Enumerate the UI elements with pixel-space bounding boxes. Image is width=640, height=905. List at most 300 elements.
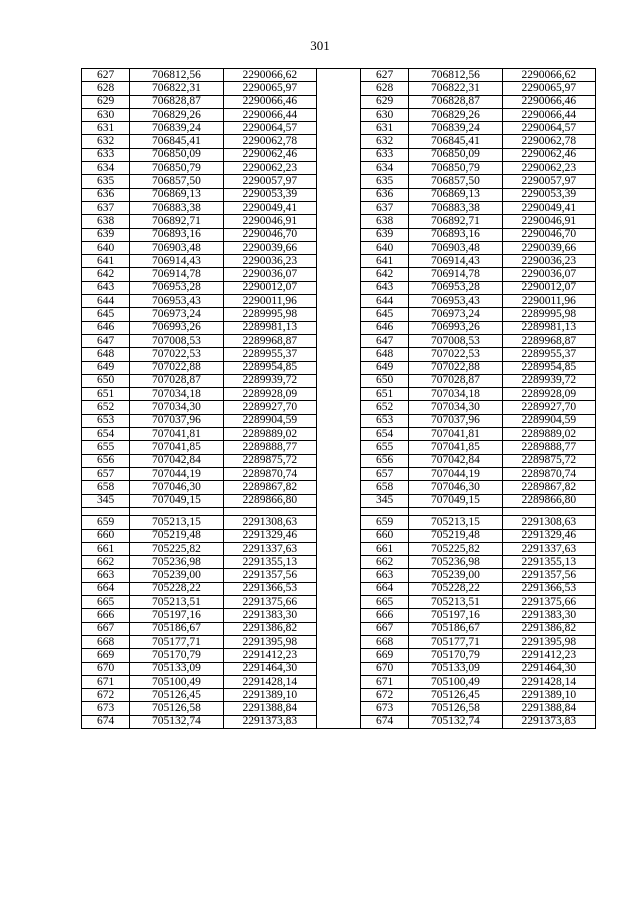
table-row [82, 494, 596, 507]
column-gap [316, 148, 360, 161]
right-point-number-cell: 673 [361, 702, 409, 715]
left-x-coordinate-cell: 706973,24 [130, 308, 223, 321]
left-point-number-cell: 665 [82, 596, 130, 609]
right-y-coordinate-cell: 2291389,10 [502, 689, 595, 702]
left-point-number-cell: 649 [82, 361, 130, 374]
right-y-coordinate-cell: 2290065,97 [502, 82, 595, 95]
right-y-coordinate-cell: 2289928,09 [502, 388, 595, 401]
left-y-coordinate-cell: 2290062,46 [223, 148, 316, 161]
column-gap [316, 609, 360, 622]
right-point-number-cell: 654 [361, 428, 409, 441]
right-point-number-cell: 658 [361, 481, 409, 494]
column-gap [316, 715, 360, 728]
right-point-number-cell: 643 [361, 281, 409, 294]
table-row [82, 175, 596, 188]
table-row [82, 715, 596, 728]
table-row [82, 122, 596, 135]
left-point-number-cell: 637 [82, 201, 130, 214]
left-point-number-cell: 655 [82, 441, 130, 454]
column-gap [316, 215, 360, 228]
left-x-coordinate-cell: 707022,53 [130, 348, 223, 361]
right-point-number-cell: 640 [361, 241, 409, 254]
right-point-number-cell: 629 [361, 95, 409, 108]
right-y-coordinate-cell: 2290053,39 [502, 188, 595, 201]
column-gap [316, 82, 360, 95]
right-x-coordinate-cell: 707028,87 [409, 374, 502, 387]
left-point-number-cell: 642 [82, 268, 130, 281]
column-gap [316, 281, 360, 294]
right-point-number-cell: 669 [361, 649, 409, 662]
table-row [82, 348, 596, 361]
left-y-coordinate-cell: 2291375,66 [223, 596, 316, 609]
left-x-coordinate-cell: 707042,84 [130, 454, 223, 467]
column-gap [316, 374, 360, 387]
left-point-number-cell: 668 [82, 635, 130, 648]
right-y-coordinate-cell: 2291395,98 [502, 635, 595, 648]
right-y-coordinate-cell: 2289875,72 [502, 454, 595, 467]
left-point-number-cell: 636 [82, 188, 130, 201]
right-y-coordinate-cell: 2289968,87 [502, 334, 595, 347]
left-x-coordinate-cell: 705177,71 [130, 635, 223, 648]
column-gap [316, 228, 360, 241]
left-y-coordinate-cell: 2289888,77 [223, 441, 316, 454]
right-y-coordinate-cell: 2290049,41 [502, 201, 595, 214]
right-x-coordinate-cell: 707037,96 [409, 414, 502, 427]
table-row [82, 414, 596, 427]
right-y-coordinate-cell: 2291308,63 [502, 516, 595, 529]
right-x-coordinate-cell: 707041,85 [409, 441, 502, 454]
right-x-coordinate-cell: 705225,82 [409, 542, 502, 555]
left-point-number-cell: 645 [82, 308, 130, 321]
column-gap [316, 201, 360, 214]
left-point-number-cell: 638 [82, 215, 130, 228]
left-point-number-cell: 646 [82, 321, 130, 334]
right-point-number-cell: 642 [361, 268, 409, 281]
right-point-number-cell: 655 [361, 441, 409, 454]
right-y-coordinate-cell: 2289995,98 [502, 308, 595, 321]
left-point-number-cell: 648 [82, 348, 130, 361]
right-point-number-cell: 668 [361, 635, 409, 648]
table-row [82, 215, 596, 228]
left-x-coordinate-cell: 706903,48 [130, 241, 223, 254]
left-point-number-cell: 669 [82, 649, 130, 662]
left-x-coordinate-cell: 706829,26 [130, 108, 223, 121]
table-row [82, 308, 596, 321]
left-y-coordinate-cell: 2290066,44 [223, 108, 316, 121]
right-x-coordinate-cell: 707044,19 [409, 467, 502, 480]
left-point-number-cell: 643 [82, 281, 130, 294]
left-x-coordinate-cell: 705213,51 [130, 596, 223, 609]
left-x-coordinate-cell: 705225,82 [130, 542, 223, 555]
right-point-number-cell: 650 [361, 374, 409, 387]
table-row [82, 374, 596, 387]
right-y-coordinate-cell: 2291383,30 [502, 609, 595, 622]
table-row [82, 228, 596, 241]
left-point-number-cell: 652 [82, 401, 130, 414]
table-row [82, 268, 596, 281]
right-y-coordinate-cell: 2289870,74 [502, 467, 595, 480]
right-point-number-cell: 628 [361, 82, 409, 95]
right-y-coordinate-cell: 2291428,14 [502, 675, 595, 688]
right-y-coordinate-cell: 2289939,72 [502, 374, 595, 387]
right-x-coordinate-cell: 706892,71 [409, 215, 502, 228]
table-row [82, 135, 596, 148]
table-row [82, 542, 596, 555]
left-y-coordinate-cell: 2289995,98 [223, 308, 316, 321]
left-y-coordinate-cell: 2290062,78 [223, 135, 316, 148]
column-gap [316, 569, 360, 582]
right-y-coordinate-cell: 2289927,70 [502, 401, 595, 414]
right-x-coordinate-cell: 707042,84 [409, 454, 502, 467]
left-x-coordinate-cell: 707049,15 [130, 494, 223, 507]
table-row [82, 295, 596, 308]
right-y-coordinate-cell: 2289888,77 [502, 441, 595, 454]
right-x-coordinate-cell: 706973,24 [409, 308, 502, 321]
left-y-coordinate-cell: 2290065,97 [223, 82, 316, 95]
right-y-coordinate-cell: 2289955,37 [502, 348, 595, 361]
left-x-coordinate-cell: 707041,85 [130, 441, 223, 454]
right-y-coordinate-cell: 2291366,53 [502, 582, 595, 595]
left-y-coordinate-cell: 2291412,23 [223, 649, 316, 662]
column-gap [316, 241, 360, 254]
right-x-coordinate-cell: 705197,16 [409, 609, 502, 622]
left-y-coordinate-cell: 2291386,82 [223, 622, 316, 635]
left-point-number-cell: 633 [82, 148, 130, 161]
right-point-number-cell: 657 [361, 467, 409, 480]
left-x-coordinate-cell: 706850,09 [130, 148, 223, 161]
right-x-coordinate-cell: 706822,31 [409, 82, 502, 95]
left-point-number-cell: 639 [82, 228, 130, 241]
column-gap [316, 348, 360, 361]
table-row [82, 388, 596, 401]
table-row [82, 69, 596, 82]
right-x-coordinate-cell: 707046,30 [409, 481, 502, 494]
right-point-number-cell: 670 [361, 662, 409, 675]
left-x-coordinate-cell: 705100,49 [130, 675, 223, 688]
table-row [82, 281, 596, 294]
table-row [82, 148, 596, 161]
left-y-coordinate-cell: 2290012,07 [223, 281, 316, 294]
right-point-number-cell: 645 [361, 308, 409, 321]
left-x-coordinate-cell: 706869,13 [130, 188, 223, 201]
right-y-coordinate-cell: 2291464,30 [502, 662, 595, 675]
table-row [82, 454, 596, 467]
right-point-number-cell: 639 [361, 228, 409, 241]
right-x-coordinate-cell: 706993,26 [409, 321, 502, 334]
column-gap [316, 414, 360, 427]
left-point-number-cell: 670 [82, 662, 130, 675]
left-point-number-cell: 631 [82, 122, 130, 135]
left-x-coordinate-cell: 706893,16 [130, 228, 223, 241]
right-x-coordinate-cell: 706812,56 [409, 69, 502, 82]
left-y-coordinate-cell: 2291464,30 [223, 662, 316, 675]
right-point-number-cell: 635 [361, 175, 409, 188]
column-gap [316, 481, 360, 494]
table-row [82, 689, 596, 702]
left-point-number-cell: 641 [82, 255, 130, 268]
right-point-number-cell: 627 [361, 69, 409, 82]
right-point-number-cell: 651 [361, 388, 409, 401]
left-y-coordinate-cell: 2291383,30 [223, 609, 316, 622]
table-row [82, 596, 596, 609]
right-y-coordinate-cell: 2290066,44 [502, 108, 595, 121]
column-gap [316, 516, 360, 529]
left-y-coordinate-cell: 2290049,41 [223, 201, 316, 214]
right-y-coordinate-cell: 2289981,13 [502, 321, 595, 334]
right-x-coordinate-cell: 705213,15 [409, 516, 502, 529]
column-gap [316, 175, 360, 188]
column-gap [316, 582, 360, 595]
column-gap [316, 635, 360, 648]
left-x-coordinate-cell: 705126,45 [130, 689, 223, 702]
right-y-coordinate-cell: 2290039,66 [502, 241, 595, 254]
right-point-number-cell: 644 [361, 295, 409, 308]
right-point-number-cell: 653 [361, 414, 409, 427]
left-x-coordinate-cell: 707034,18 [130, 388, 223, 401]
right-y-coordinate-cell: 2290036,23 [502, 255, 595, 268]
right-x-coordinate-cell: 707022,53 [409, 348, 502, 361]
right-x-coordinate-cell: 706914,78 [409, 268, 502, 281]
column-gap [316, 494, 360, 507]
column-gap [316, 622, 360, 635]
table-row [82, 609, 596, 622]
left-point-number-cell: 628 [82, 82, 130, 95]
column-gap [316, 596, 360, 609]
right-x-coordinate-cell: 705177,71 [409, 635, 502, 648]
left-x-coordinate-cell: 706953,43 [130, 295, 223, 308]
right-y-coordinate-cell: 2291357,56 [502, 569, 595, 582]
right-point-number-cell: 666 [361, 609, 409, 622]
right-point-number-cell: 663 [361, 569, 409, 582]
right-x-coordinate-cell: 705239,00 [409, 569, 502, 582]
column-gap [316, 556, 360, 569]
right-y-coordinate-cell: 2290046,91 [502, 215, 595, 228]
left-y-coordinate-cell: 2290064,57 [223, 122, 316, 135]
column-gap [316, 308, 360, 321]
right-x-coordinate-cell: 705219,48 [409, 529, 502, 542]
left-point-number-cell: 671 [82, 675, 130, 688]
left-y-coordinate-cell: 2290066,62 [223, 69, 316, 82]
left-point-number-cell: 653 [82, 414, 130, 427]
left-y-coordinate-cell: 2290053,39 [223, 188, 316, 201]
left-x-coordinate-cell: 705236,98 [130, 556, 223, 569]
column-gap [316, 467, 360, 480]
column-gap [316, 122, 360, 135]
right-x-coordinate-cell: 705126,58 [409, 702, 502, 715]
right-point-number-cell: 662 [361, 556, 409, 569]
right-point-number-cell: 634 [361, 162, 409, 175]
right-point-number-cell: 667 [361, 622, 409, 635]
table-row [82, 649, 596, 662]
table-row [82, 361, 596, 374]
left-point-number-cell: 632 [82, 135, 130, 148]
right-point-number-cell: 636 [361, 188, 409, 201]
left-y-coordinate-cell: 2290046,70 [223, 228, 316, 241]
right-x-coordinate-cell: 705132,74 [409, 715, 502, 728]
left-y-coordinate-cell: 2291329,46 [223, 529, 316, 542]
right-point-number-cell: 664 [361, 582, 409, 595]
right-x-coordinate-cell: 706857,50 [409, 175, 502, 188]
left-y-coordinate-cell: 2290011,96 [223, 295, 316, 308]
left-y-coordinate-cell: 2289927,70 [223, 401, 316, 414]
right-point-number-cell: 630 [361, 108, 409, 121]
left-y-coordinate-cell: 2289870,74 [223, 467, 316, 480]
right-x-coordinate-cell: 705100,49 [409, 675, 502, 688]
table-row [82, 441, 596, 454]
table-row [82, 635, 596, 648]
right-x-coordinate-cell: 706829,26 [409, 108, 502, 121]
left-point-number-cell: 345 [82, 494, 130, 507]
left-y-coordinate-cell: 2291366,53 [223, 582, 316, 595]
left-point-number-cell: 654 [82, 428, 130, 441]
left-x-coordinate-cell: 707028,87 [130, 374, 223, 387]
left-x-coordinate-cell: 706993,26 [130, 321, 223, 334]
left-x-coordinate-cell: 706914,78 [130, 268, 223, 281]
right-point-number-cell: 637 [361, 201, 409, 214]
left-y-coordinate-cell: 2289889,02 [223, 428, 316, 441]
left-point-number-cell: 672 [82, 689, 130, 702]
column-gap [316, 388, 360, 401]
right-x-coordinate-cell: 706914,43 [409, 255, 502, 268]
right-x-coordinate-cell: 706953,28 [409, 281, 502, 294]
right-point-number-cell: 638 [361, 215, 409, 228]
table-row [82, 95, 596, 108]
left-point-number-cell: 630 [82, 108, 130, 121]
left-y-coordinate-cell: 2291337,63 [223, 542, 316, 555]
right-y-coordinate-cell: 2290062,78 [502, 135, 595, 148]
left-x-coordinate-cell: 706850,79 [130, 162, 223, 175]
column-gap [316, 401, 360, 414]
right-y-coordinate-cell: 2291373,83 [502, 715, 595, 728]
right-point-number-cell: 631 [361, 122, 409, 135]
right-y-coordinate-cell: 2290046,70 [502, 228, 595, 241]
right-x-coordinate-cell: 705213,51 [409, 596, 502, 609]
column-gap [316, 529, 360, 542]
right-x-coordinate-cell: 706839,24 [409, 122, 502, 135]
table-row [82, 321, 596, 334]
column-gap [316, 441, 360, 454]
column-gap [316, 675, 360, 688]
table-row [82, 108, 596, 121]
right-y-coordinate-cell: 2290066,46 [502, 95, 595, 108]
left-y-coordinate-cell: 2289904,59 [223, 414, 316, 427]
left-point-number-cell: 663 [82, 569, 130, 582]
left-y-coordinate-cell: 2290046,91 [223, 215, 316, 228]
column-gap [316, 255, 360, 268]
column-gap [316, 361, 360, 374]
column-gap [316, 69, 360, 82]
left-point-number-cell: 662 [82, 556, 130, 569]
right-point-number-cell: 652 [361, 401, 409, 414]
right-y-coordinate-cell: 2290011,96 [502, 295, 595, 308]
right-point-number-cell: 674 [361, 715, 409, 728]
column-gap [316, 662, 360, 675]
column-gap [316, 507, 360, 516]
right-x-coordinate-cell: 705133,09 [409, 662, 502, 675]
column-gap [316, 108, 360, 121]
column-gap [316, 321, 360, 334]
right-x-coordinate-cell: 707022,88 [409, 361, 502, 374]
left-y-coordinate-cell: 2291428,14 [223, 675, 316, 688]
right-point-number-cell: 656 [361, 454, 409, 467]
left-x-coordinate-cell: 705197,16 [130, 609, 223, 622]
column-gap [316, 334, 360, 347]
left-y-coordinate-cell: 2289955,37 [223, 348, 316, 361]
left-x-coordinate-cell: 707034,30 [130, 401, 223, 414]
left-x-coordinate-cell: 706828,87 [130, 95, 223, 108]
left-y-coordinate-cell: 2291395,98 [223, 635, 316, 648]
left-y-coordinate-cell: 2290039,66 [223, 241, 316, 254]
left-x-coordinate-cell: 707044,19 [130, 467, 223, 480]
left-x-coordinate-cell: 707041,81 [130, 428, 223, 441]
right-x-coordinate-cell: 706845,41 [409, 135, 502, 148]
left-x-coordinate-cell: 705213,15 [130, 516, 223, 529]
left-y-coordinate-cell: 2289981,13 [223, 321, 316, 334]
table-row [82, 569, 596, 582]
right-x-coordinate-cell: 706953,43 [409, 295, 502, 308]
left-y-coordinate-cell: 2289867,82 [223, 481, 316, 494]
column-gap [316, 95, 360, 108]
right-point-number-cell: 671 [361, 675, 409, 688]
table-row [82, 582, 596, 595]
right-y-coordinate-cell: 2289904,59 [502, 414, 595, 427]
left-x-coordinate-cell: 705228,22 [130, 582, 223, 595]
right-y-coordinate-cell: 2291412,23 [502, 649, 595, 662]
right-x-coordinate-cell: 706850,09 [409, 148, 502, 161]
right-x-coordinate-cell: 706828,87 [409, 95, 502, 108]
left-point-number-cell: 635 [82, 175, 130, 188]
column-gap [316, 268, 360, 281]
right-point-number-cell [361, 507, 409, 516]
right-point-number-cell: 646 [361, 321, 409, 334]
right-point-number-cell: 648 [361, 348, 409, 361]
left-y-coordinate-cell [223, 507, 316, 516]
right-y-coordinate-cell: 2291329,46 [502, 529, 595, 542]
right-x-coordinate-cell: 706850,79 [409, 162, 502, 175]
left-point-number-cell: 629 [82, 95, 130, 108]
left-point-number-cell: 659 [82, 516, 130, 529]
left-x-coordinate-cell: 705126,58 [130, 702, 223, 715]
left-y-coordinate-cell: 2291389,10 [223, 689, 316, 702]
left-x-coordinate-cell: 707008,53 [130, 334, 223, 347]
left-point-number-cell: 657 [82, 467, 130, 480]
left-x-coordinate-cell: 707046,30 [130, 481, 223, 494]
table-row [82, 82, 596, 95]
left-x-coordinate-cell: 705219,48 [130, 529, 223, 542]
column-gap [316, 702, 360, 715]
left-x-coordinate-cell: 706839,24 [130, 122, 223, 135]
left-x-coordinate-cell: 706883,38 [130, 201, 223, 214]
column-gap [316, 188, 360, 201]
left-x-coordinate-cell: 706812,56 [130, 69, 223, 82]
table-row [82, 162, 596, 175]
right-y-coordinate-cell: 2290012,07 [502, 281, 595, 294]
left-y-coordinate-cell: 2290036,23 [223, 255, 316, 268]
right-y-coordinate-cell: 2289867,82 [502, 481, 595, 494]
left-point-number-cell: 644 [82, 295, 130, 308]
right-x-coordinate-cell: 705186,67 [409, 622, 502, 635]
right-x-coordinate-cell: 707008,53 [409, 334, 502, 347]
right-x-coordinate-cell: 707049,15 [409, 494, 502, 507]
left-x-coordinate-cell: 706953,28 [130, 281, 223, 294]
left-point-number-cell: 664 [82, 582, 130, 595]
left-y-coordinate-cell: 2289939,72 [223, 374, 316, 387]
left-point-number-cell: 650 [82, 374, 130, 387]
right-y-coordinate-cell [502, 507, 595, 516]
left-point-number-cell: 660 [82, 529, 130, 542]
left-x-coordinate-cell: 705186,67 [130, 622, 223, 635]
column-gap [316, 295, 360, 308]
